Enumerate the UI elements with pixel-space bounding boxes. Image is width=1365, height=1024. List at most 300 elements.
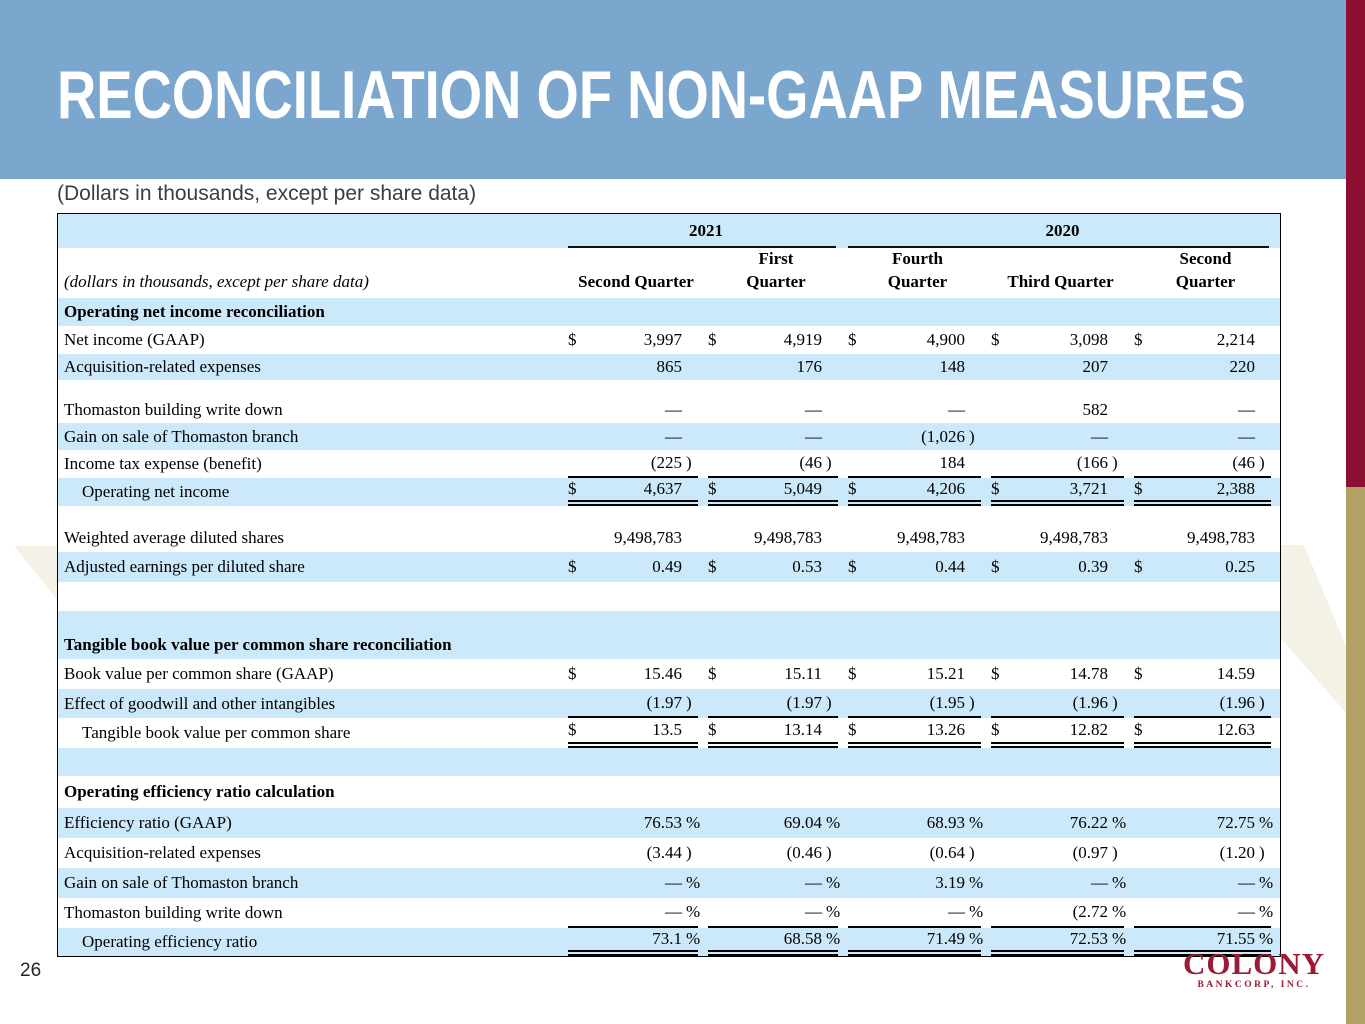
value-block bbox=[708, 659, 838, 689]
cell-suffix: % bbox=[686, 813, 701, 832]
value-cell bbox=[1132, 354, 1279, 380]
table-row bbox=[58, 928, 1280, 956]
cell-suffix: % bbox=[969, 813, 984, 832]
value-cell bbox=[1132, 524, 1279, 552]
value-cell bbox=[989, 397, 1132, 423]
blank-row bbox=[58, 582, 1280, 611]
value-block bbox=[848, 838, 981, 868]
value-block bbox=[1134, 718, 1271, 748]
table-note: (dollars in thousands, except per share data) bbox=[64, 272, 369, 291]
currency-symbol: $ bbox=[708, 479, 717, 498]
table-row bbox=[58, 326, 1280, 354]
cell-suffix: ) bbox=[686, 453, 692, 472]
cell-value: (1,026 bbox=[921, 426, 965, 446]
value-cell bbox=[566, 838, 706, 868]
value-block bbox=[708, 928, 841, 956]
currency-symbol: $ bbox=[1134, 720, 1143, 739]
value-cell bbox=[706, 868, 846, 898]
year-header-row bbox=[58, 214, 1280, 248]
value-cell bbox=[846, 524, 989, 552]
quarter-header-line: Fourth bbox=[892, 249, 943, 269]
row-label: Effect of goodwill and other intangibles bbox=[64, 693, 336, 713]
cell-value: — bbox=[1238, 426, 1255, 446]
value-cell bbox=[566, 898, 706, 928]
cell-value: 5,049 bbox=[783, 479, 822, 498]
year-label: 2021 bbox=[689, 221, 723, 240]
cell-suffix: % bbox=[1259, 929, 1274, 948]
slide-subtitle: (Dollars in thousands, except per share data) bbox=[57, 182, 477, 205]
value-cell bbox=[706, 659, 846, 689]
row-label-cell bbox=[58, 776, 1280, 808]
row-label-cell bbox=[58, 552, 566, 582]
table-row bbox=[58, 552, 1280, 582]
row-label: Book value per common share (GAAP) bbox=[64, 664, 334, 683]
value-block bbox=[848, 478, 981, 506]
blank-row bbox=[58, 506, 1280, 524]
cell-value: 9,498,783 bbox=[897, 528, 965, 547]
value-block bbox=[991, 838, 1124, 868]
currency-symbol: $ bbox=[848, 664, 857, 683]
value-cell bbox=[706, 552, 846, 582]
cell-value: (166 bbox=[1076, 453, 1108, 472]
cell-value: 12.82 bbox=[1069, 720, 1108, 739]
cell-value: 0.39 bbox=[1078, 557, 1108, 576]
cell-suffix: % bbox=[969, 929, 984, 948]
cell-value: 4,900 bbox=[926, 330, 965, 349]
row-label-cell bbox=[58, 524, 566, 552]
cell-value: (1.97 bbox=[646, 692, 682, 712]
value-block bbox=[991, 928, 1127, 956]
row-label-cell bbox=[58, 478, 566, 506]
currency-symbol: $ bbox=[568, 479, 577, 498]
cell-value: 15.46 bbox=[643, 664, 682, 683]
quarter-header bbox=[566, 248, 706, 298]
cell-suffix: % bbox=[826, 929, 841, 948]
value-block bbox=[568, 928, 701, 956]
cell-value: 76.53 bbox=[643, 813, 682, 832]
table-row bbox=[58, 659, 1280, 689]
currency-symbol: $ bbox=[991, 664, 1000, 683]
value-block bbox=[1134, 808, 1274, 838]
value-cell bbox=[846, 898, 989, 928]
row-label-cell bbox=[58, 808, 566, 838]
currency-symbol: $ bbox=[568, 557, 577, 576]
cell-value: 69.04 bbox=[783, 813, 822, 832]
cell-value: (1.96 bbox=[1219, 692, 1255, 712]
value-cell bbox=[566, 354, 706, 380]
value-cell bbox=[706, 423, 846, 450]
cell-value: — bbox=[665, 873, 682, 892]
value-cell bbox=[1132, 868, 1279, 898]
cell-value: 184 bbox=[939, 453, 965, 472]
cell-value: — bbox=[1238, 400, 1255, 419]
currency-symbol: $ bbox=[848, 330, 857, 349]
quarter-header-line: First bbox=[758, 249, 794, 269]
cell-suffix: ) bbox=[969, 692, 975, 712]
value-cell bbox=[566, 808, 706, 838]
cell-value: 14.59 bbox=[1216, 664, 1255, 683]
value-cell bbox=[706, 478, 846, 506]
cell-value: 4,919 bbox=[783, 330, 822, 349]
quarter-header-line: Second Quarter bbox=[578, 271, 694, 291]
cell-suffix: % bbox=[826, 902, 841, 921]
cell-value: — bbox=[1238, 902, 1255, 921]
row-label: Operating net income reconciliation bbox=[64, 302, 325, 321]
table-row bbox=[58, 838, 1280, 868]
cell-suffix: ) bbox=[1259, 453, 1265, 472]
cell-value: 13.26 bbox=[926, 720, 965, 739]
value-block bbox=[568, 838, 698, 868]
value-cell bbox=[989, 718, 1132, 748]
cell-value: 9,498,783 bbox=[1040, 528, 1108, 547]
value-block bbox=[848, 423, 981, 450]
row-label-cell bbox=[58, 397, 566, 423]
cell-suffix: ) bbox=[826, 453, 832, 472]
row-label: Operating efficiency ratio calculation bbox=[64, 782, 335, 801]
value-block bbox=[708, 524, 838, 552]
cell-value: — bbox=[665, 902, 682, 921]
currency-symbol: $ bbox=[708, 720, 717, 739]
value-cell bbox=[989, 868, 1132, 898]
value-cell bbox=[989, 326, 1132, 354]
cell-value: 4,206 bbox=[926, 479, 965, 498]
value-block bbox=[568, 689, 698, 718]
cell-suffix: % bbox=[1259, 813, 1274, 832]
value-cell bbox=[989, 478, 1132, 506]
value-cell bbox=[846, 689, 989, 718]
value-block bbox=[1134, 326, 1271, 354]
value-block bbox=[1134, 838, 1271, 868]
cell-suffix: ) bbox=[686, 843, 692, 862]
value-cell bbox=[846, 868, 989, 898]
currency-symbol: $ bbox=[848, 479, 857, 498]
currency-symbol: $ bbox=[708, 557, 717, 576]
cell-value: 3,721 bbox=[1069, 479, 1108, 498]
value-block bbox=[848, 552, 981, 582]
value-block bbox=[991, 659, 1124, 689]
value-block bbox=[991, 423, 1124, 450]
table-row bbox=[58, 808, 1280, 838]
value-block bbox=[1134, 552, 1271, 582]
value-cell bbox=[1132, 718, 1279, 748]
value-block bbox=[1134, 354, 1271, 380]
quarter-header-line: Quarter bbox=[1175, 271, 1236, 291]
value-block bbox=[1134, 397, 1271, 423]
value-block bbox=[568, 868, 701, 898]
value-cell bbox=[1132, 326, 1279, 354]
cell-value: 72.53 bbox=[1069, 929, 1108, 948]
value-block bbox=[568, 898, 701, 928]
year-underline bbox=[568, 246, 836, 248]
logo-wordmark: COLONY bbox=[1182, 946, 1326, 981]
logo-tagline: BANKCORP, INC. bbox=[1197, 980, 1311, 990]
cell-value: 3,997 bbox=[643, 330, 682, 349]
blank-row bbox=[58, 748, 1280, 776]
row-label: Gain on sale of Thomaston branch bbox=[64, 873, 299, 892]
currency-symbol: $ bbox=[848, 720, 857, 739]
value-block bbox=[708, 450, 838, 478]
row-label: Acquisition-related expenses bbox=[64, 357, 261, 376]
value-block bbox=[848, 898, 984, 928]
quarter-header-line: Quarter bbox=[746, 271, 806, 291]
row-label: Acquisition-related expenses bbox=[64, 843, 261, 862]
row-label: Operating net income bbox=[82, 482, 230, 501]
row-label-cell bbox=[58, 838, 566, 868]
row-label: Gain on sale of Thomaston branch bbox=[64, 426, 299, 446]
value-cell bbox=[846, 928, 989, 956]
value-cell bbox=[989, 838, 1132, 868]
value-cell bbox=[566, 928, 706, 956]
cell-value: (1.97 bbox=[786, 692, 822, 712]
cell-suffix: % bbox=[1259, 873, 1274, 892]
value-block bbox=[568, 478, 698, 506]
value-block bbox=[568, 659, 698, 689]
value-block bbox=[708, 354, 838, 380]
cell-value: — bbox=[805, 400, 822, 419]
value-cell bbox=[1132, 552, 1279, 582]
value-block bbox=[1134, 478, 1271, 506]
currency-symbol: $ bbox=[991, 330, 1000, 349]
cell-suffix: ) bbox=[1112, 843, 1118, 862]
quarter-header-line: Second bbox=[1179, 249, 1232, 269]
table-row bbox=[58, 354, 1280, 380]
value-cell bbox=[989, 552, 1132, 582]
value-cell bbox=[566, 478, 706, 506]
value-block bbox=[848, 718, 981, 748]
cell-value: — bbox=[1238, 873, 1255, 892]
cell-value: 15.11 bbox=[784, 664, 822, 683]
table-row bbox=[58, 524, 1280, 552]
table-row bbox=[58, 478, 1280, 506]
value-cell bbox=[706, 326, 846, 354]
value-cell bbox=[989, 524, 1132, 552]
currency-symbol: $ bbox=[848, 557, 857, 576]
cell-value: — bbox=[1091, 873, 1108, 892]
cell-suffix: ) bbox=[826, 843, 832, 862]
currency-symbol: $ bbox=[568, 664, 577, 683]
value-block bbox=[991, 478, 1124, 506]
value-block bbox=[991, 354, 1124, 380]
value-cell bbox=[846, 808, 989, 838]
title-banner bbox=[0, 0, 1365, 179]
blank-row bbox=[58, 611, 1280, 631]
cell-value: 2,214 bbox=[1216, 330, 1255, 349]
quarter-header bbox=[706, 248, 846, 298]
financial-table bbox=[57, 213, 1281, 957]
cell-value: 148 bbox=[939, 357, 965, 376]
currency-symbol: $ bbox=[708, 330, 717, 349]
row-label: Efficiency ratio (GAAP) bbox=[64, 813, 232, 832]
table-row bbox=[58, 868, 1280, 898]
blank-row bbox=[58, 380, 1280, 397]
cell-value: (0.46 bbox=[786, 843, 822, 862]
value-cell bbox=[1132, 659, 1279, 689]
cell-value: — bbox=[665, 426, 682, 446]
value-cell bbox=[846, 397, 989, 423]
cell-value: (2.72 bbox=[1072, 902, 1108, 921]
value-cell bbox=[706, 354, 846, 380]
cell-suffix: % bbox=[826, 873, 841, 892]
value-block bbox=[991, 718, 1124, 748]
cell-suffix: ) bbox=[1112, 453, 1118, 472]
value-cell bbox=[566, 397, 706, 423]
value-cell bbox=[1132, 898, 1279, 928]
value-cell bbox=[846, 478, 989, 506]
cell-value: — bbox=[805, 902, 822, 921]
value-cell bbox=[989, 354, 1132, 380]
cell-suffix: ) bbox=[1112, 692, 1118, 712]
year-label: 2020 bbox=[1045, 221, 1080, 240]
cell-suffix: % bbox=[826, 813, 841, 832]
value-block bbox=[848, 928, 984, 956]
cell-value: — bbox=[805, 426, 822, 446]
value-cell bbox=[706, 898, 846, 928]
value-block bbox=[991, 397, 1124, 423]
cell-value: 68.58 bbox=[783, 929, 822, 948]
value-block bbox=[568, 808, 701, 838]
value-block bbox=[991, 689, 1124, 718]
row-label-cell bbox=[58, 718, 566, 748]
value-cell bbox=[989, 689, 1132, 718]
row-label-cell bbox=[58, 689, 566, 718]
value-cell bbox=[1132, 808, 1279, 838]
cell-value: 13.14 bbox=[783, 720, 822, 739]
value-cell bbox=[846, 552, 989, 582]
cell-value: 9,498,783 bbox=[1187, 528, 1255, 547]
cell-value: 76.22 bbox=[1069, 813, 1108, 832]
value-block bbox=[991, 898, 1127, 928]
cell-value: 15.21 bbox=[926, 664, 965, 683]
row-label: Tangible book value per common share bbox=[82, 723, 351, 742]
value-cell bbox=[706, 397, 846, 423]
value-cell bbox=[706, 450, 846, 478]
cell-value: 207 bbox=[1082, 357, 1108, 376]
cell-value: 13.5 bbox=[652, 720, 682, 739]
value-cell bbox=[1132, 478, 1279, 506]
row-label-cell bbox=[58, 326, 566, 354]
value-cell bbox=[1132, 397, 1279, 423]
cell-value: 73.1 bbox=[652, 929, 682, 948]
table-row bbox=[58, 898, 1280, 928]
value-cell bbox=[989, 450, 1132, 478]
cell-value: 865 bbox=[656, 357, 682, 376]
currency-symbol: $ bbox=[1134, 664, 1143, 683]
value-cell bbox=[566, 868, 706, 898]
value-block bbox=[848, 326, 981, 354]
cell-value: 12.63 bbox=[1216, 720, 1255, 739]
tan-edge-stripe bbox=[1346, 487, 1365, 1024]
cell-value: (46 bbox=[1232, 453, 1255, 472]
value-block bbox=[568, 524, 698, 552]
cell-suffix: % bbox=[1112, 902, 1127, 921]
cell-suffix: ) bbox=[969, 426, 975, 446]
value-cell bbox=[846, 838, 989, 868]
cell-suffix: ) bbox=[826, 692, 832, 712]
cell-value: — bbox=[805, 873, 822, 892]
cell-value: (1.96 bbox=[1072, 692, 1108, 712]
cell-value: 9,498,783 bbox=[754, 528, 822, 547]
colony-bankcorp-logo bbox=[1180, 948, 1328, 990]
value-block bbox=[991, 450, 1124, 478]
row-label: Tangible book value per common share reconciliation bbox=[64, 635, 452, 654]
cell-value: 176 bbox=[796, 357, 822, 376]
value-block bbox=[1134, 423, 1271, 450]
value-cell bbox=[706, 838, 846, 868]
value-cell bbox=[989, 898, 1132, 928]
row-label-cell bbox=[58, 898, 566, 928]
value-block bbox=[848, 808, 984, 838]
cell-value: 72.75 bbox=[1216, 813, 1255, 832]
quarter-header-line: Third Quarter bbox=[1007, 271, 1114, 291]
value-cell bbox=[566, 326, 706, 354]
slide-title: RECONCILIATION OF NON-GAAP MEASURES bbox=[57, 57, 1246, 133]
value-block bbox=[1134, 450, 1271, 478]
cell-value: 2,388 bbox=[1216, 479, 1255, 498]
currency-symbol: $ bbox=[1134, 330, 1143, 349]
table-row bbox=[58, 423, 1280, 450]
value-cell bbox=[1132, 450, 1279, 478]
section-row bbox=[58, 776, 1280, 808]
value-cell bbox=[706, 718, 846, 748]
value-block bbox=[708, 718, 838, 748]
table-row bbox=[58, 718, 1280, 748]
maroon-edge-stripe bbox=[1346, 0, 1365, 487]
row-label: Weighted average diluted shares bbox=[64, 528, 285, 547]
cell-value: 220 bbox=[1229, 357, 1255, 376]
value-cell bbox=[989, 423, 1132, 450]
value-block bbox=[708, 868, 841, 898]
value-cell bbox=[706, 689, 846, 718]
row-label: Thomaston building write down bbox=[64, 400, 283, 419]
value-cell bbox=[846, 450, 989, 478]
page-number: 26 bbox=[20, 960, 42, 981]
cell-suffix: % bbox=[1112, 813, 1127, 832]
cell-value: (1.95 bbox=[929, 692, 965, 712]
year-underline bbox=[848, 246, 1269, 248]
value-block bbox=[568, 326, 698, 354]
currency-symbol: $ bbox=[991, 479, 1000, 498]
value-block bbox=[568, 718, 698, 748]
value-block bbox=[568, 423, 698, 450]
quarter-header-row bbox=[58, 248, 1280, 298]
cell-value: — bbox=[665, 400, 682, 419]
cell-value: 0.53 bbox=[792, 557, 822, 576]
currency-symbol: $ bbox=[708, 664, 717, 683]
value-block bbox=[991, 868, 1127, 898]
value-cell bbox=[706, 808, 846, 838]
row-label-cell bbox=[58, 928, 566, 956]
currency-symbol: $ bbox=[568, 330, 577, 349]
row-label: Adjusted earnings per diluted share bbox=[64, 557, 305, 576]
section-row bbox=[58, 298, 1280, 326]
cell-value: 14.78 bbox=[1069, 664, 1108, 683]
currency-symbol: $ bbox=[991, 557, 1000, 576]
cell-suffix: ) bbox=[1259, 692, 1265, 712]
value-block bbox=[708, 478, 838, 506]
value-block bbox=[708, 898, 841, 928]
cell-value: 4,637 bbox=[643, 479, 682, 498]
value-block bbox=[991, 552, 1124, 582]
value-cell bbox=[566, 552, 706, 582]
value-block bbox=[708, 838, 838, 868]
cell-value: (225 bbox=[650, 453, 682, 472]
value-cell bbox=[846, 326, 989, 354]
cell-value: — bbox=[948, 902, 965, 921]
cell-value: 0.49 bbox=[652, 557, 682, 576]
row-label-cell bbox=[58, 423, 566, 450]
cell-suffix: % bbox=[1112, 929, 1127, 948]
value-cell bbox=[989, 928, 1132, 956]
